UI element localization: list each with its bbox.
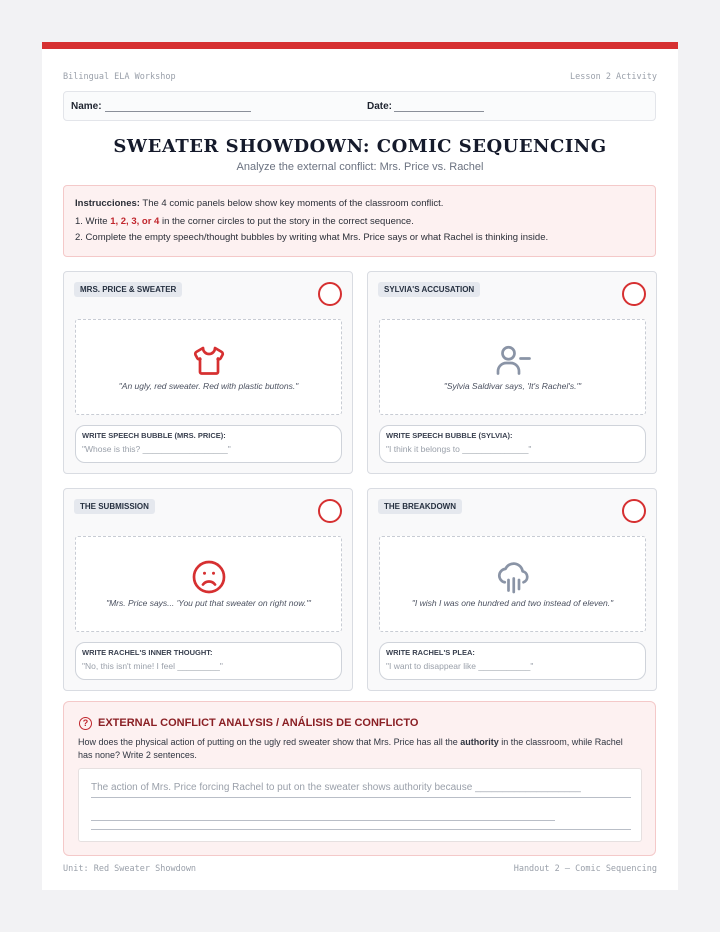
comic-panel bbox=[367, 271, 657, 474]
panel-tag: SYLVIA'S ACCUSATION bbox=[378, 282, 480, 297]
panel-art bbox=[379, 319, 646, 415]
answer-line bbox=[91, 829, 631, 830]
panel-caption: "Mrs. Price says... 'You put that sweater on right now.'" bbox=[106, 598, 311, 608]
bubble-label: WRITE SPEECH BUBBLE (SYLVIA): bbox=[386, 431, 513, 440]
instructions-lead: Instrucciones: bbox=[75, 198, 140, 209]
course-label: Bilingual ELA Workshop bbox=[63, 72, 176, 82]
panel-art bbox=[75, 319, 342, 415]
authority-keyword: authority bbox=[460, 737, 499, 747]
question-icon: ? bbox=[79, 717, 92, 730]
panel-tag: THE SUBMISSION bbox=[74, 499, 155, 514]
answer-prompt: The action of Mrs. Price forcing Rachel to put on the sweater shows authority because ___________________ bbox=[91, 782, 581, 793]
panel-tag: MRS. PRICE & SWEATER bbox=[74, 282, 182, 297]
speech-bubble[interactable] bbox=[379, 642, 646, 680]
bubble-label: WRITE SPEECH BUBBLE (MRS. PRICE): bbox=[82, 431, 226, 440]
answer-area[interactable] bbox=[78, 768, 642, 842]
speech-bubble[interactable] bbox=[379, 425, 646, 463]
bubble-prompt: "I think it belongs to ______________" bbox=[386, 444, 532, 454]
sequence-circle[interactable] bbox=[622, 282, 646, 306]
user-minus-icon bbox=[495, 342, 531, 378]
panel-art bbox=[379, 536, 646, 632]
frown-icon bbox=[191, 559, 227, 595]
panel-tag: THE BREAKDOWN bbox=[378, 499, 462, 514]
date-label: Date: bbox=[367, 101, 393, 112]
name-date-bar bbox=[63, 91, 656, 121]
comic-panel bbox=[63, 271, 353, 474]
lesson-label: Lesson 2 Activity bbox=[570, 72, 657, 82]
name-label: Name: bbox=[71, 101, 102, 112]
page-title: SWEATER SHOWDOWN: COMIC SEQUENCING bbox=[113, 136, 607, 157]
footer-unit: Unit: Red Sweater Showdown bbox=[63, 864, 197, 874]
bubble-prompt: "I want to disappear like ___________" bbox=[386, 661, 534, 671]
instructions-step-1: 1. Write 1, 2, 3, or 4 in the corner circles to put the story in the correct sequence. bbox=[75, 216, 414, 227]
sequence-circle[interactable] bbox=[622, 499, 646, 523]
panel-caption: "I wish I was one hundred and two instead of eleven." bbox=[411, 598, 614, 608]
analysis-heading: EXTERNAL CONFLICT ANALYSIS / ANÁLISIS DE CONFLICTO bbox=[98, 717, 419, 729]
date-field[interactable] bbox=[394, 111, 484, 112]
comic-panel bbox=[63, 488, 353, 691]
panel-art bbox=[75, 536, 342, 632]
footer-handout: Handout 2 — Comic Sequencing bbox=[513, 864, 657, 874]
instructions-intro: Instrucciones: The 4 comic panels below show key moments of the classroom conflict. bbox=[75, 198, 444, 209]
shirt-icon bbox=[191, 342, 227, 378]
bubble-label: WRITE RACHEL'S PLEA: bbox=[386, 648, 475, 657]
accent-bar bbox=[42, 42, 678, 49]
page-subtitle: Analyze the external conflict: Mrs. Price vs. Rachel bbox=[236, 161, 484, 173]
answer-line bbox=[91, 797, 631, 798]
panel-caption: "An ugly, red sweater. Red with plastic buttons." bbox=[118, 381, 299, 391]
sequence-numbers: 1, 2, 3, or 4 bbox=[110, 216, 160, 227]
bubble-prompt: "Whose is this? __________________" bbox=[82, 444, 231, 454]
conflict-analysis-box bbox=[63, 701, 656, 856]
instructions-step-2: 2. Complete the empty speech/thought bubbles by writing what Mrs. Price says or what Rachel is thinking inside. bbox=[75, 232, 549, 243]
name-field[interactable] bbox=[105, 111, 251, 112]
thought-bubble[interactable] bbox=[75, 642, 342, 680]
instructions-box bbox=[63, 185, 656, 257]
analysis-question: How does the physical action of putting on the ugly red sweater show that Mrs. Price has all the authority in the classroom, while Rachel has none? Write 2 sentences. bbox=[78, 737, 623, 760]
bubble-label: WRITE RACHEL'S INNER THOUGHT: bbox=[82, 648, 213, 657]
sequence-circle[interactable] bbox=[318, 282, 342, 306]
sequence-circle[interactable] bbox=[318, 499, 342, 523]
comic-panel bbox=[367, 488, 657, 691]
bubble-prompt: "No, this isn't mine! I feel _________" bbox=[82, 661, 223, 671]
speech-bubble[interactable] bbox=[75, 425, 342, 463]
rain-cloud-icon bbox=[495, 559, 531, 595]
answer-line bbox=[91, 820, 555, 821]
worksheet-page bbox=[42, 42, 678, 890]
panel-caption: "Sylvia Saldivar says, 'It's Rachel's.'" bbox=[443, 381, 582, 391]
